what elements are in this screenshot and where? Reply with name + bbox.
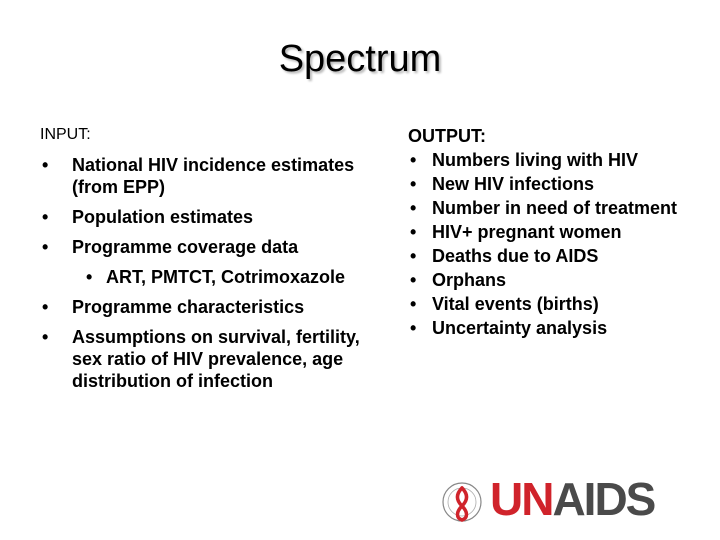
output-item	[408, 316, 708, 340]
bullet-icon: •	[410, 246, 417, 266]
input-subitem	[40, 266, 380, 288]
bullet-icon: •	[410, 150, 417, 170]
output-item-text: Orphans	[432, 270, 507, 290]
bullet-icon: •	[410, 198, 417, 218]
bullet-icon: •	[42, 155, 49, 175]
input-list	[40, 154, 380, 392]
output-item	[408, 196, 708, 220]
output-list	[408, 148, 708, 340]
bullet-icon: •	[410, 270, 417, 290]
input-subitem-text: ART, PMTCT, Cotrimoxazole	[106, 267, 346, 287]
output-item	[408, 220, 708, 244]
bullet-icon: •	[410, 318, 417, 338]
input-item	[40, 154, 380, 198]
input-item	[40, 236, 380, 258]
output-item-text: New HIV infections	[432, 174, 595, 194]
input-item-text: Programme coverage data	[72, 237, 299, 257]
logo-accent-text: UN	[490, 473, 553, 525]
input-item-text: National HIV incidence estimates (from EPP)	[72, 155, 355, 197]
red-ribbon-un-emblem-icon	[440, 480, 484, 524]
bullet-icon: •	[42, 297, 49, 317]
output-item	[408, 268, 708, 292]
bullet-icon: •	[42, 207, 49, 227]
input-item-text: Population estimates	[72, 207, 254, 227]
output-item	[408, 148, 708, 172]
output-heading: OUTPUT:	[408, 126, 486, 146]
output-item-text: Number in need of treatment	[432, 198, 678, 218]
output-item	[408, 172, 708, 196]
input-item-text: Assumptions on survival, fertility, sex ratio of HIV prevalence, age distribution of infection	[72, 327, 360, 391]
output-item-text: HIV+ pregnant women	[432, 222, 622, 242]
bullet-icon: •	[86, 267, 93, 287]
bullet-icon: •	[410, 294, 417, 314]
bullet-icon: •	[42, 327, 49, 347]
input-heading: INPUT:	[40, 126, 91, 143]
output-item	[408, 292, 708, 316]
bullet-icon: •	[410, 174, 417, 194]
output-item-text: Uncertainty analysis	[432, 318, 608, 338]
slide-title: Spectrum	[278, 38, 442, 80]
input-item	[40, 326, 380, 392]
output-column	[408, 124, 708, 340]
unaids-logo	[440, 474, 710, 526]
output-item	[408, 244, 708, 268]
logo-wordmark	[490, 472, 654, 526]
output-item-text: Vital events (births)	[432, 294, 599, 314]
input-item	[40, 206, 380, 228]
input-item-text: Programme characteristics	[72, 297, 305, 317]
output-item-text: Numbers living with HIV	[432, 150, 639, 170]
output-item-text: Deaths due to AIDS	[432, 246, 599, 266]
bullet-icon: •	[410, 222, 417, 242]
logo-main-text: AIDS	[552, 473, 655, 525]
input-item	[40, 296, 380, 318]
input-column	[40, 124, 380, 400]
bullet-icon: •	[42, 237, 49, 257]
